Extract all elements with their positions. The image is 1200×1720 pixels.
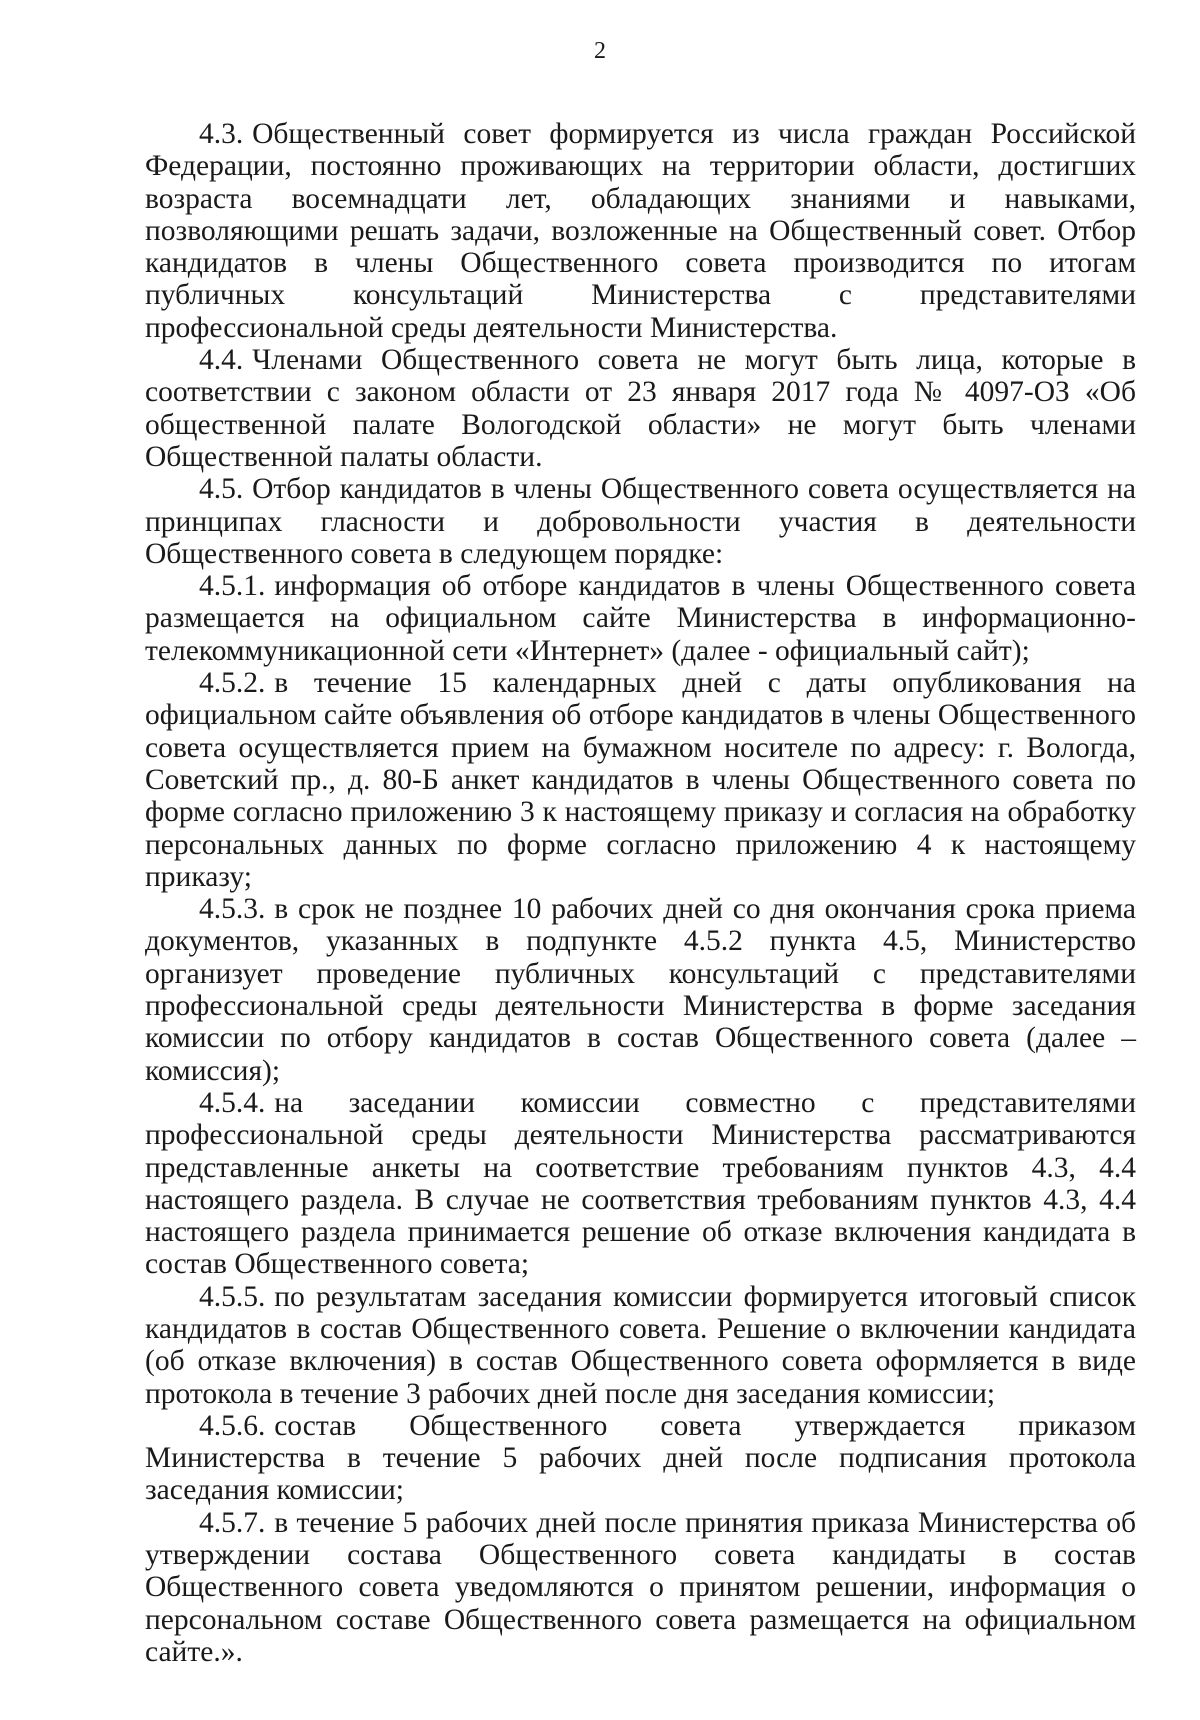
page-number: 2 [594,38,606,64]
paragraph-4-5-7 [145,1507,1136,1668]
paragraph-number: 4.5.3. [199,893,266,926]
paragraph-text: на заседании комиссии совместно с представителями профессиональной среды деятельности Министерства рассматриваются представленные анкеты на соответствие требованиям пунктов 4.3, 4.4 настоящего раздела. В случае не соответствия требованиям пунктов 4.3, 4.4 настоящего раздела принимается решение об отказе включения кандидата в состав Общественного совета; [145,1086,1136,1281]
paragraph-number: 4.3. [199,118,244,150]
paragraph-4-3 [145,118,1136,344]
paragraph-4-5 [145,473,1136,570]
paragraph-text: информация об отборе кандидатов в члены Общественного совета размещается на официальном сайте Министерства в информационно-телекоммуникационной сети «Интернет» (далее - официальный сайт); [145,570,1136,667]
document-body [145,118,1136,1668]
paragraph-text: Членами Общественного совета не могут быть лица, которые в соответствии с законом области от 23 января 2017 года № 4097-ОЗ «Об общественной палате Вологодской области» не могут быть членами Общественной палаты области. [145,344,1136,473]
paragraph-4-5-1 [145,570,1136,667]
paragraph-number: 4.5.2. [199,667,266,700]
paragraph-number: 4.5.7. [199,1506,266,1539]
paragraph-text: в течение 15 календарных дней с даты опубликования на официальном сайте объявления об отборе кандидатов в члены Общественного совета осуществляется прием на бумажном носителе по адресу: г. Вологда, Советский пр., д. 80-Б анкет кандидатов в члены Общественного совета по форме согласно приложению 3 к настоящему приказу и согласия на обработку персональных данных по форме согласно приложению 4 к настоящему приказу; [145,667,1136,893]
paragraph-number: 4.5.4. [199,1086,266,1119]
paragraph-number: 4.5. [199,473,244,506]
paragraph-text: Общественный совет формируется из числа граждан Российской Федерации, постоянно проживающих на территории области, достигших возраста восемнадцати лет, обладающих знаниями и навыками, позволяющими решать задачи, возложенные на Общественный совет. Отбор кандидатов в члены Общественного совета производится по итогам публичных консультаций Министерства с представителями профессиональной среды деятельности Министерства. [145,118,1136,344]
paragraph-number: 4.4. [199,344,244,377]
paragraph-text: Отбор кандидатов в члены Общественного совета осуществляется на принципах гласности и добровольности участия в деятельности Общественного совета в следующем порядке: [145,473,1136,570]
paragraph-4-5-2 [145,667,1136,893]
paragraph-number: 4.5.6. [199,1409,266,1442]
paragraph-number: 4.5.1. [199,570,266,603]
paragraph-number: 4.5.5. [199,1280,266,1313]
paragraph-4-5-5 [145,1281,1136,1410]
paragraph-4-5-6 [145,1410,1136,1507]
paragraph-text: в течение 5 рабочих дней после принятия приказа Министерства об утверждении состава Общественного совета кандидаты в состав Общественного совета уведомляются о принятом решении, информация о персональном составе Общественного совета размещается на официальном сайте.». [145,1506,1136,1668]
paragraph-4-5-4 [145,1087,1136,1281]
paragraph-4-5-3 [145,893,1136,1087]
paragraph-4-4 [145,344,1136,473]
paragraph-text: состав Общественного совета утверждается приказом Министерства в течение 5 рабочих дней после подписания протокола заседания комиссии; [145,1409,1136,1507]
paragraph-text: по результатам заседания комиссии формируется итоговый список кандидатов в состав Общественного совета. Решение о включении кандидата (об отказе включения) в состав Общественного совета оформляется в виде протокола в течение 3 рабочих дней после дня заседания комиссии; [145,1280,1136,1410]
paragraph-text: в срок не позднее 10 рабочих дней со дня окончания срока приема документов, указанных в подпункте 4.5.2 пункта 4.5, Министерство организует проведение публичных консультаций с представителями профессиональной среды деятельности Министерства в форме заседания комиссии по отбору кандидатов в состав Общественного совета (далее – комиссия); [145,893,1136,1087]
